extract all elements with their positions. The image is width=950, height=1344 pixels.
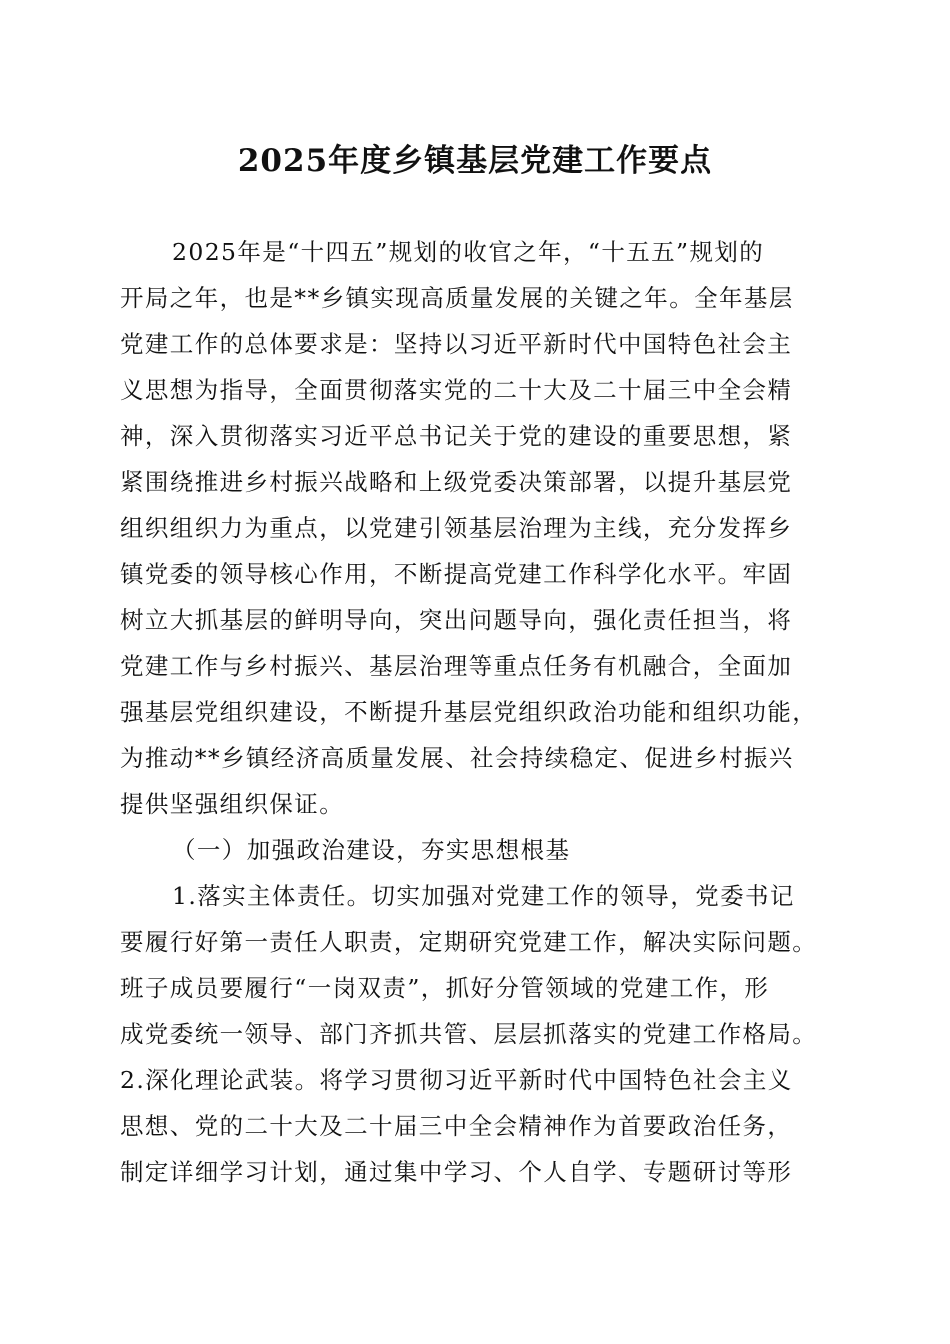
section-heading: （一）加强政治建设，夯实思想根基 <box>172 836 571 864</box>
paragraph-line: 党建工作的总体要求是：坚持以习近平新时代中国特色社会主 <box>120 330 793 358</box>
paragraph-line: 强基层党组织建设，不断提升基层党组织政治功能和组织功能， <box>120 698 818 726</box>
paragraph-line: 紧围绕推进乡村振兴战略和上级党委决策部署，以提升基层党 <box>120 468 793 496</box>
paragraph-line: 思想、党的二十大及二十届三中全会精神作为首要政治任务， <box>120 1112 793 1140</box>
paragraph-line: 组织组织力为重点，以党建引领基层治理为主线，充分发挥乡 <box>120 514 793 542</box>
paragraph-line: 2.深化理论武装。将学习贯彻习近平新时代中国特色社会主义 <box>120 1066 793 1094</box>
paragraph-line: 义思想为指导，全面贯彻落实党的二十大及二十届三中全会精 <box>120 376 793 404</box>
paragraph-line: 为推动**乡镇经济高质量发展、社会持续稳定、促进乡村振兴 <box>120 744 794 772</box>
paragraph-line: 神，深入贯彻落实习近平总书记关于党的建设的重要思想，紧 <box>120 422 793 450</box>
paragraph-line: 开局之年，也是**乡镇实现高质量发展的关键之年。全年基层 <box>120 284 794 312</box>
paragraph-line: 要履行好第一责任人职责，定期研究党建工作，解决实际问题。 <box>120 928 818 956</box>
paragraph-line: 成党委统一领导、部门齐抓共管、层层抓落实的党建工作格局。 <box>120 1020 818 1048</box>
paragraph-line: 制定详细学习计划，通过集中学习、个人自学、专题研讨等形 <box>120 1158 793 1186</box>
paragraph-line: 班子成员要履行“一岗双责”，抓好分管领域的党建工作，形 <box>120 974 770 1002</box>
paragraph-line: 1.落实主体责任。切实加强对党建工作的领导，党委书记 <box>172 882 795 910</box>
paragraph-line: 镇党委的领导核心作用，不断提高党建工作科学化水平。牢固 <box>120 560 793 588</box>
paragraph-line: 党建工作与乡村振兴、基层治理等重点任务有机融合，全面加 <box>120 652 793 680</box>
paragraph-line: 树立大抓基层的鲜明导向，突出问题导向，强化责任担当，将 <box>120 606 793 634</box>
paragraph-line: 提供坚强组织保证。 <box>120 790 345 818</box>
document-title: 2025年度乡镇基层党建工作要点 <box>237 143 713 179</box>
paragraph-line: 2025年是“十四五”规划的收官之年，“十五五”规划的 <box>172 238 765 266</box>
